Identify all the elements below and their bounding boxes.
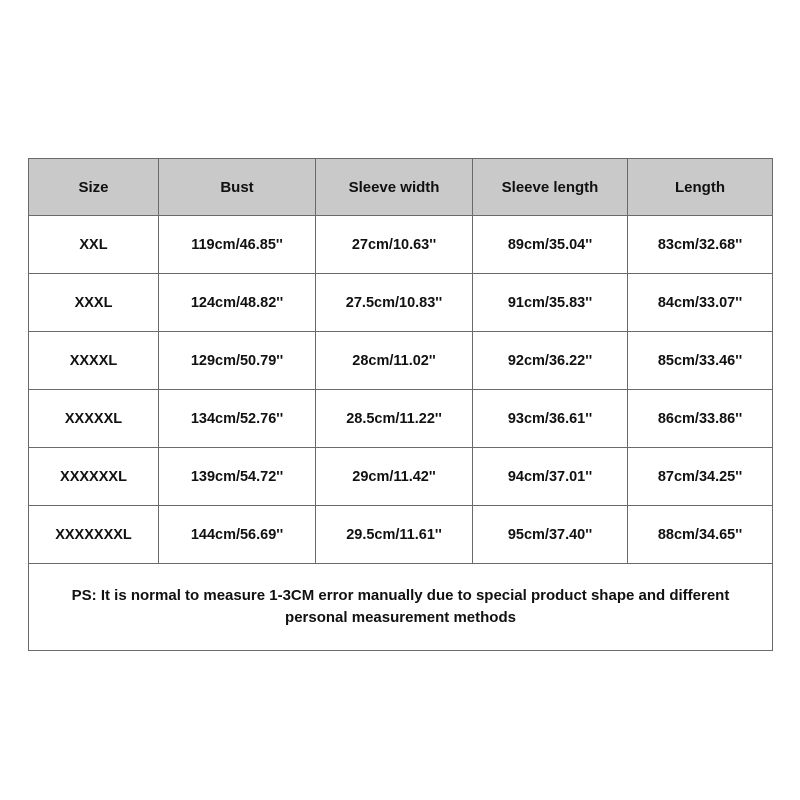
header-size: Size: [29, 159, 159, 216]
cell-length: 86cm/33.86'': [628, 390, 773, 448]
header-sleeve-width: Sleeve width: [316, 159, 473, 216]
cell-sleeve-length: 91cm/35.83'': [473, 274, 628, 332]
cell-length: 85cm/33.46'': [628, 332, 773, 390]
cell-length: 88cm/34.65'': [628, 506, 773, 564]
header-length: Length: [628, 159, 773, 216]
cell-sleeve-width: 27cm/10.63'': [316, 216, 473, 274]
header-sleeve-length: Sleeve length: [473, 159, 628, 216]
table-row: [29, 216, 773, 274]
table-row: [29, 448, 773, 506]
header-bust: Bust: [159, 159, 316, 216]
table-row: [29, 390, 773, 448]
table-row: [29, 274, 773, 332]
header-row: [29, 159, 773, 216]
cell-size: XXXL: [29, 274, 159, 332]
cell-bust: 129cm/50.79'': [159, 332, 316, 390]
cell-size: XXXXXXL: [29, 448, 159, 506]
measurement-note: PS: It is normal to measure 1-3CM error manually due to special product shape and different personal measurement methods: [29, 564, 773, 651]
table-row: [29, 506, 773, 564]
cell-bust: 139cm/54.72'': [159, 448, 316, 506]
cell-sleeve-length: 92cm/36.22'': [473, 332, 628, 390]
note-row: [29, 564, 773, 651]
cell-sleeve-length: 94cm/37.01'': [473, 448, 628, 506]
cell-sleeve-width: 27.5cm/10.83'': [316, 274, 473, 332]
table-row: [29, 332, 773, 390]
cell-bust: 124cm/48.82'': [159, 274, 316, 332]
cell-size: XXXXXL: [29, 390, 159, 448]
cell-sleeve-length: 89cm/35.04'': [473, 216, 628, 274]
cell-bust: 144cm/56.69'': [159, 506, 316, 564]
cell-sleeve-width: 28cm/11.02'': [316, 332, 473, 390]
cell-sleeve-width: 29cm/11.42'': [316, 448, 473, 506]
cell-size: XXXXXXXL: [29, 506, 159, 564]
size-chart-table: [28, 158, 773, 651]
cell-bust: 134cm/52.76'': [159, 390, 316, 448]
cell-length: 83cm/32.68'': [628, 216, 773, 274]
cell-bust: 119cm/46.85'': [159, 216, 316, 274]
cell-sleeve-length: 93cm/36.61'': [473, 390, 628, 448]
cell-length: 87cm/34.25'': [628, 448, 773, 506]
cell-size: XXXXL: [29, 332, 159, 390]
table-body: [29, 216, 773, 651]
cell-length: 84cm/33.07'': [628, 274, 773, 332]
cell-size: XXL: [29, 216, 159, 274]
table-header: [29, 159, 773, 216]
cell-sleeve-width: 29.5cm/11.61'': [316, 506, 473, 564]
cell-sleeve-width: 28.5cm/11.22'': [316, 390, 473, 448]
cell-sleeve-length: 95cm/37.40'': [473, 506, 628, 564]
